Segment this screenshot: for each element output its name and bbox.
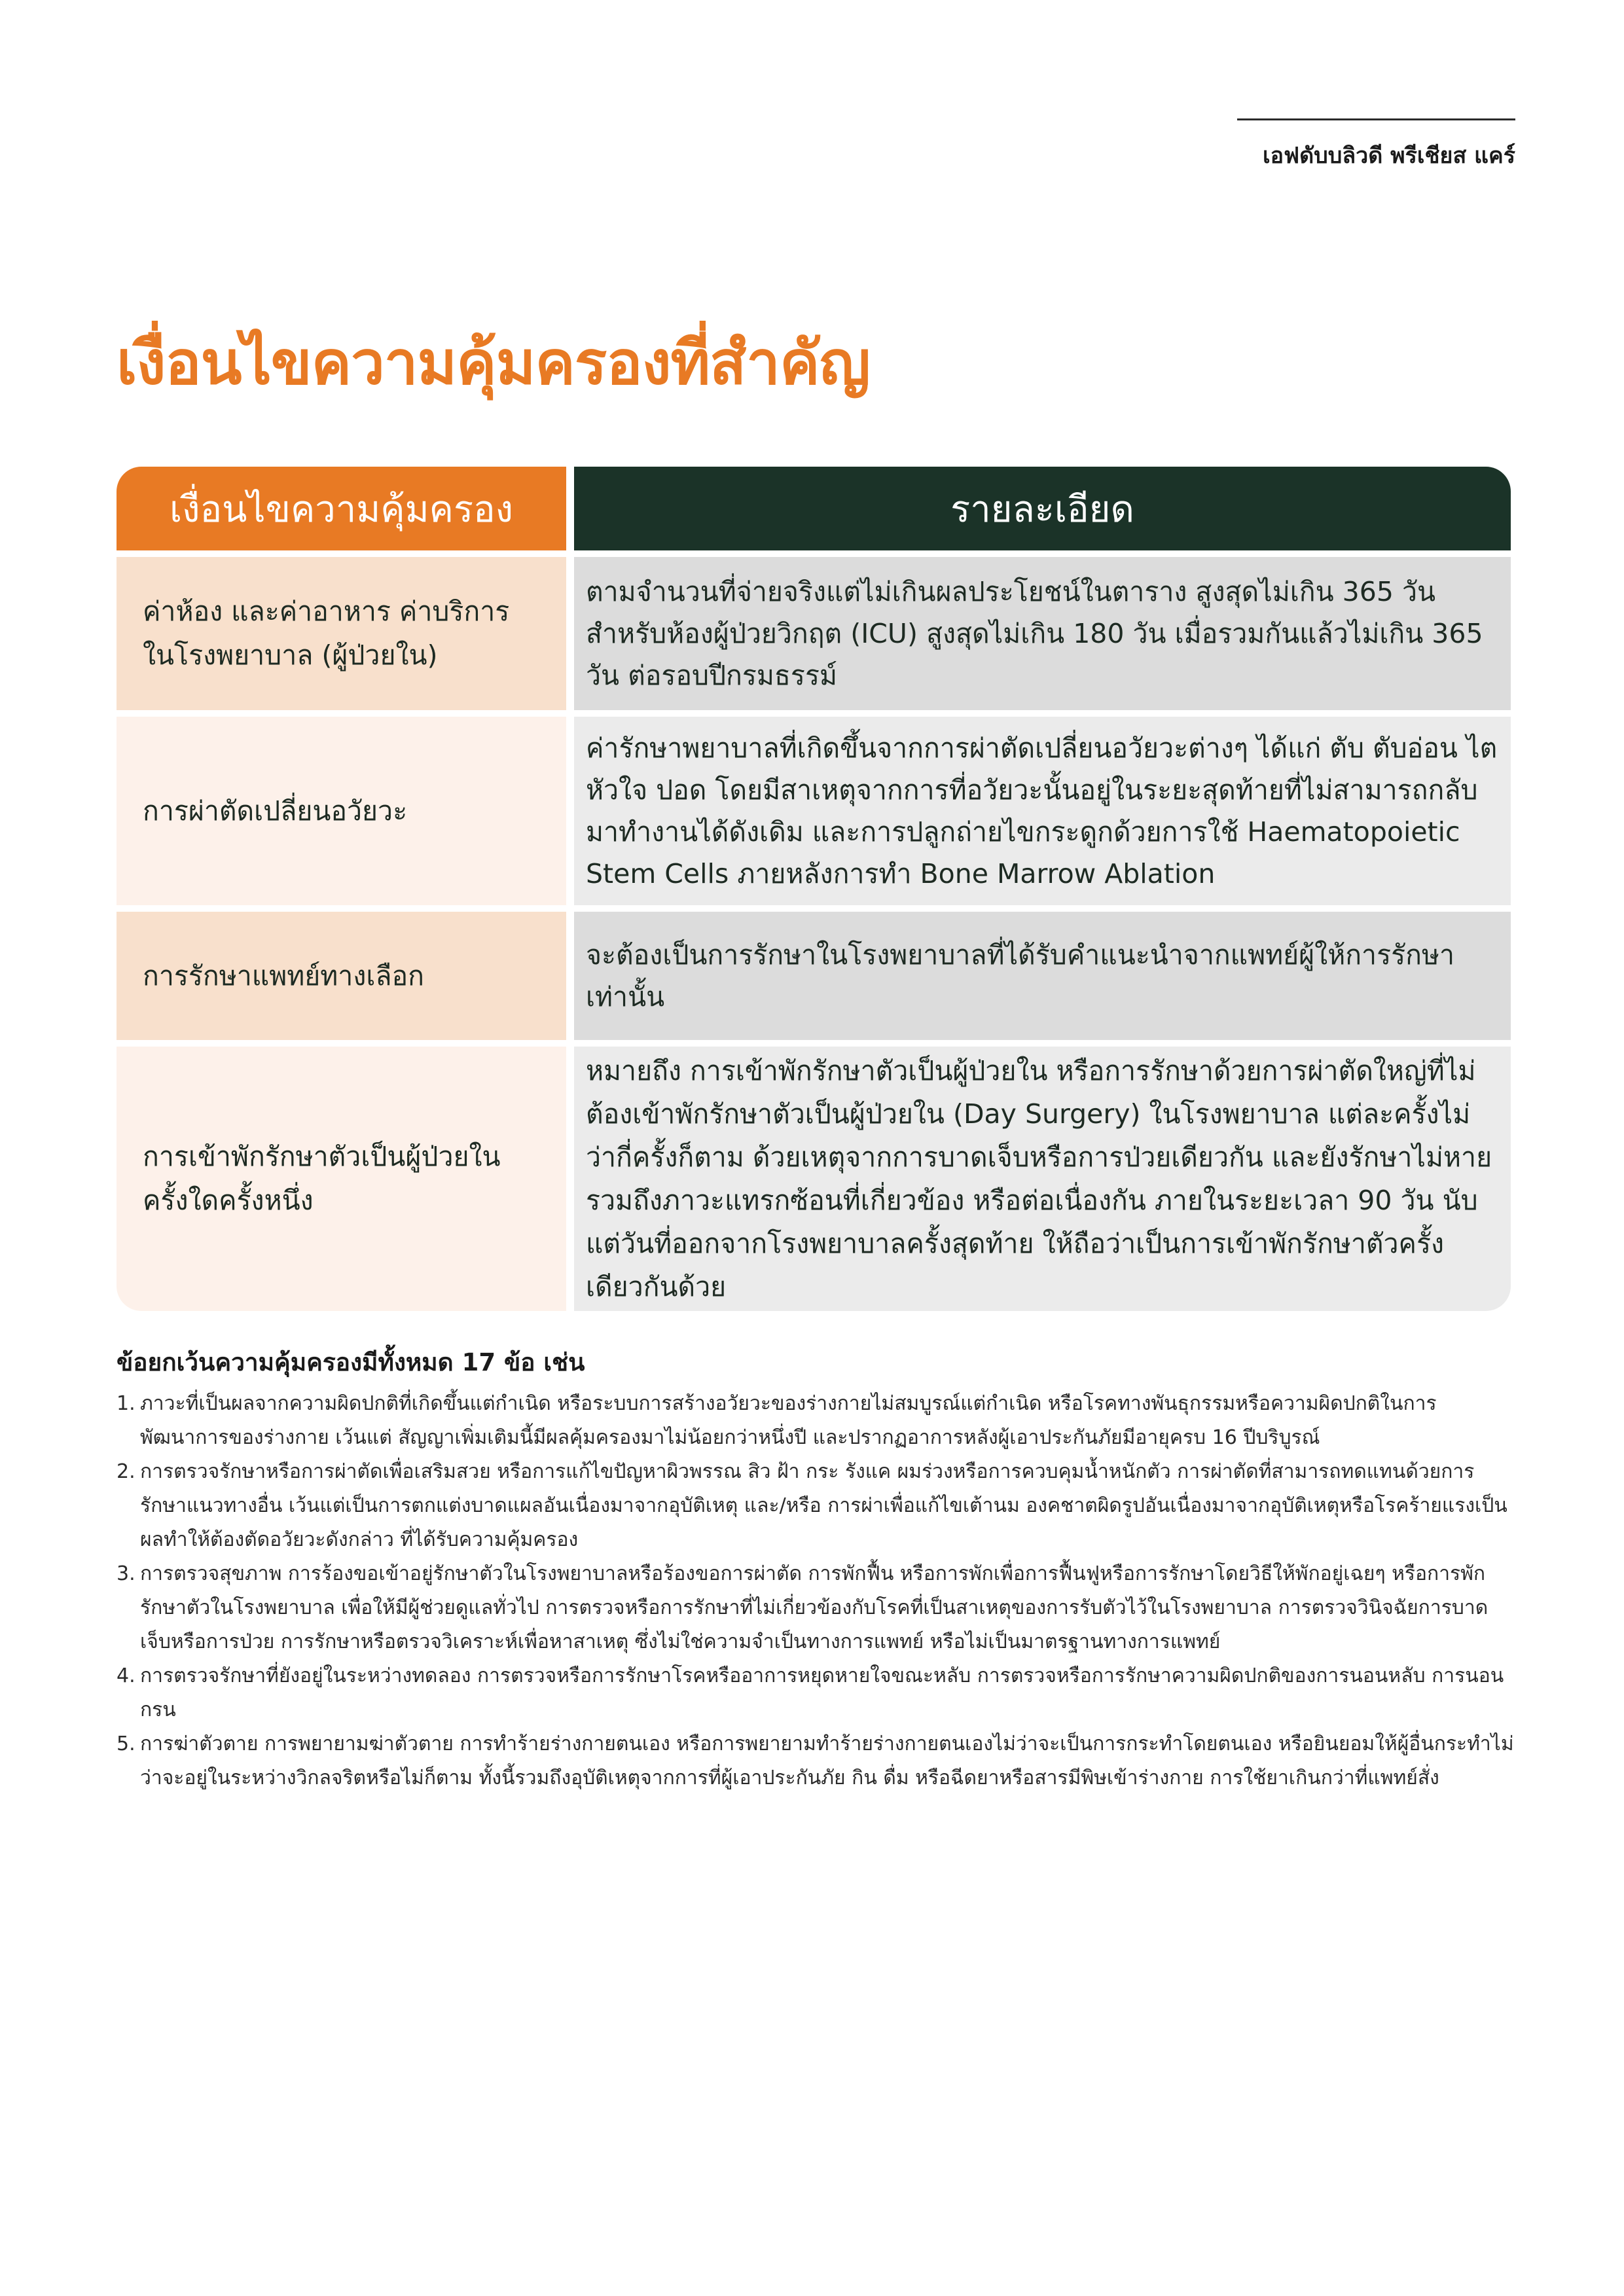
exclusions-title: ข้อยกเว้นความคุ้มครองมีทั้งหมด 17 ข้อ เช่น xyxy=(117,1348,585,1376)
exclusions-section xyxy=(117,1343,1517,1795)
table-row xyxy=(117,912,1511,1040)
exclusion-item xyxy=(117,1455,1517,1557)
exclusion-item xyxy=(117,1387,1517,1455)
condition-cell: การรักษาแพทย์ทางเลือก xyxy=(117,912,566,1040)
column-header-condition: เงื่อนไขความคุ้มครอง xyxy=(117,467,566,550)
exclusion-number: 3. xyxy=(117,1562,135,1585)
detail-cell: หมายถึง การเข้าพักรักษาตัวเป็นผู้ป่วยใน หรือการรักษาด้วยการผ่าตัดใหญ่ที่ไม่ต้องเข้าพักรักษาตัวเป็นผู้ป่วยใน (Day Surgery) ในโรงพยาบาล แต่ละครั้งไม่ว่ากี่ครั้งก็ตาม ด้วยเหตุจากการบาดเจ็บหรือการป่วยเดียวกัน และยังรักษาไม่หายรวมถึงภาวะแทรกซ้อนที่เกี่ยวข้อง หรือต่อเนื่องกัน ภายในระยะเวลา 90 วัน นับแต่วันที่ออกจากโรงพยาบาลครั้งสุดท้าย ให้ถือว่าเป็นการเข้าพักรักษาตัวครั้งเดียวกันด้วย xyxy=(574,1047,1511,1311)
header-divider xyxy=(1237,118,1515,120)
exclusion-text: การตรวจสุขภาพ การร้องขอเข้าอยู่รักษาตัวในโรงพยาบาลหรือร้องขอการผ่าตัด การพักฟื้น หรือการพักเพื่อการฟื้นฟูหรือการรักษาโดยวิธีให้พักอยู่เฉยๆ หรือการพักรักษาตัวในโรงพยาบาล เพื่อให้มีผู้ช่วยดูแลทั่วไป การตรวจหรือการรักษาที่ไม่เกี่ยวข้องกับโรคที่เป็นสาเหตุของการรับตัวไว้ในโรงพยาบาล การตรวจวินิจฉัยการบาดเจ็บหรือการป่วย การรักษาหรือตรวจวิเคราะห์เพื่อหาสาเหตุ ซึ่งไม่ใช่ความจำเป็นทางการแพทย์ หรือไม่เป็นมาตรฐานทางการแพทย์ xyxy=(140,1562,1489,1653)
condition-cell: ค่าห้อง และค่าอาหาร ค่าบริการในโรงพยาบาล (ผู้ป่วยใน) xyxy=(117,557,566,710)
table-row xyxy=(117,557,1511,710)
detail-cell: จะต้องเป็นการรักษาในโรงพยาบาลที่ได้รับคำแนะนำจากแพทย์ผู้ให้การรักษาเท่านั้น xyxy=(574,912,1511,1040)
exclusion-item xyxy=(117,1727,1517,1795)
exclusion-number: 1. xyxy=(117,1392,135,1415)
exclusion-number: 5. xyxy=(117,1732,135,1755)
condition-cell: การเข้าพักรักษาตัวเป็นผู้ป่วยใน ครั้งใดครั้งหนึ่ง xyxy=(117,1047,566,1311)
page-title: เงื่อนไขความคุ้มครองที่สำคัญ xyxy=(117,328,870,398)
table-row xyxy=(117,1047,1511,1311)
exclusion-number: 4. xyxy=(117,1664,135,1687)
detail-cell: ตามจำนวนที่จ่ายจริงแต่ไม่เกินผลประโยชน์ในตาราง สูงสุดไม่เกิน 365 วัน สำหรับห้องผู้ป่วยวิกฤต (ICU) สูงสุดไม่เกิน 180 วัน เมื่อรวมกันแล้วไม่เกิน 365 วัน ต่อรอบปีกรมธรรม์ xyxy=(574,557,1511,710)
coverage-table xyxy=(117,467,1511,1311)
column-header-detail: รายละเอียด xyxy=(574,467,1511,550)
table-header xyxy=(117,467,1511,550)
exclusion-text: การตรวจรักษาหรือการผ่าตัดเพื่อเสริมสวย หรือการแก้ไขปัญหาผิวพรรณ สิว ฝ้า กระ รังแค ผมร่วงหรือการควบคุมน้ำหนักตัว การผ่าตัดที่สามารถทดแทนด้วยการรักษาแนวทางอื่น เว้นแต่เป็นการตกแต่งบาดแผลอันเนื่องมาจากอุบัติเหตุ และ/หรือ การผ่าเพื่อแก้ไขเต้านม องคชาตผิดรูปอันเนื่องมาจากอุบัติเหตุหรือโรคร้ายแรงเป็นผลทำให้ต้องตัดอวัยวะดังกล่าว ที่ได้รับความคุ้มครอง xyxy=(140,1460,1507,1551)
brand-name: เอฟดับบลิวดี พรีเชียส แคร์ xyxy=(1262,143,1515,169)
exclusion-item xyxy=(117,1557,1517,1659)
table-row xyxy=(117,717,1511,905)
condition-cell: การผ่าตัดเปลี่ยนอวัยวะ xyxy=(117,717,566,905)
exclusions-list xyxy=(117,1387,1517,1795)
exclusion-item xyxy=(117,1659,1517,1727)
exclusion-number: 2. xyxy=(117,1460,135,1483)
detail-cell: ค่ารักษาพยาบาลที่เกิดขึ้นจากการผ่าตัดเปลี่ยนอวัยวะต่างๆ ได้แก่ ตับ ตับอ่อน ไต หัวใจ ปอด โดยมีสาเหตุจากการที่อวัยวะนั้นอยู่ในระยะสุดท้ายที่ไม่สามารถกลับมาทำงานได้ดังเดิม และการปลูกถ่ายไขกระดูกด้วยการใช้ Haematopoietic Stem Cells ภายหลังการทำ Bone Marrow Ablation xyxy=(574,717,1511,905)
exclusion-text: ภาวะที่เป็นผลจากความผิดปกติที่เกิดขึ้นแต่กำเนิด หรือระบบการสร้างอวัยวะของร่างกายไม่สมบูรณ์แต่กำเนิด หรือโรคทางพันธุกรรมหรือความผิดปกติในการพัฒนาการของร่างกาย เว้นแต่ สัญญาเพิ่มเติมนี้มีผลคุ้มครองมาไม่น้อยกว่าหนึ่งปี และปรากฏอาการหลังผู้เอาประกันภัยมีอายุครบ 16 ปีบริบูรณ์ xyxy=(140,1392,1437,1449)
exclusion-text: การตรวจรักษาที่ยังอยู่ในระหว่างทดลอง การตรวจหรือการรักษาโรคหรืออาการหยุดหายใจขณะหลับ การตรวจหรือการรักษาความผิดปกติของการนอนหลับ การนอนกรน xyxy=(140,1664,1504,1721)
exclusion-text: การฆ่าตัวตาย การพยายามฆ่าตัวตาย การทำร้ายร่างกายตนเอง หรือการพยายามทำร้ายร่างกายตนเองไม่ว่าจะเป็นการกระทำโดยตนเอง หรือยินยอมให้ผู้อื่นกระทำไม่ว่าจะอยู่ในระหว่างวิกลจริตหรือไม่ก็ตาม ทั้งนี้รวมถึงอุบัติเหตุจากการที่ผู้เอาประกันภัย กิน ดื่ม หรือฉีดยาหรือสารมีพิษเข้าร่างกาย การใช้ยาเกินกว่าที่แพทย์สั่ง xyxy=(140,1732,1514,1789)
